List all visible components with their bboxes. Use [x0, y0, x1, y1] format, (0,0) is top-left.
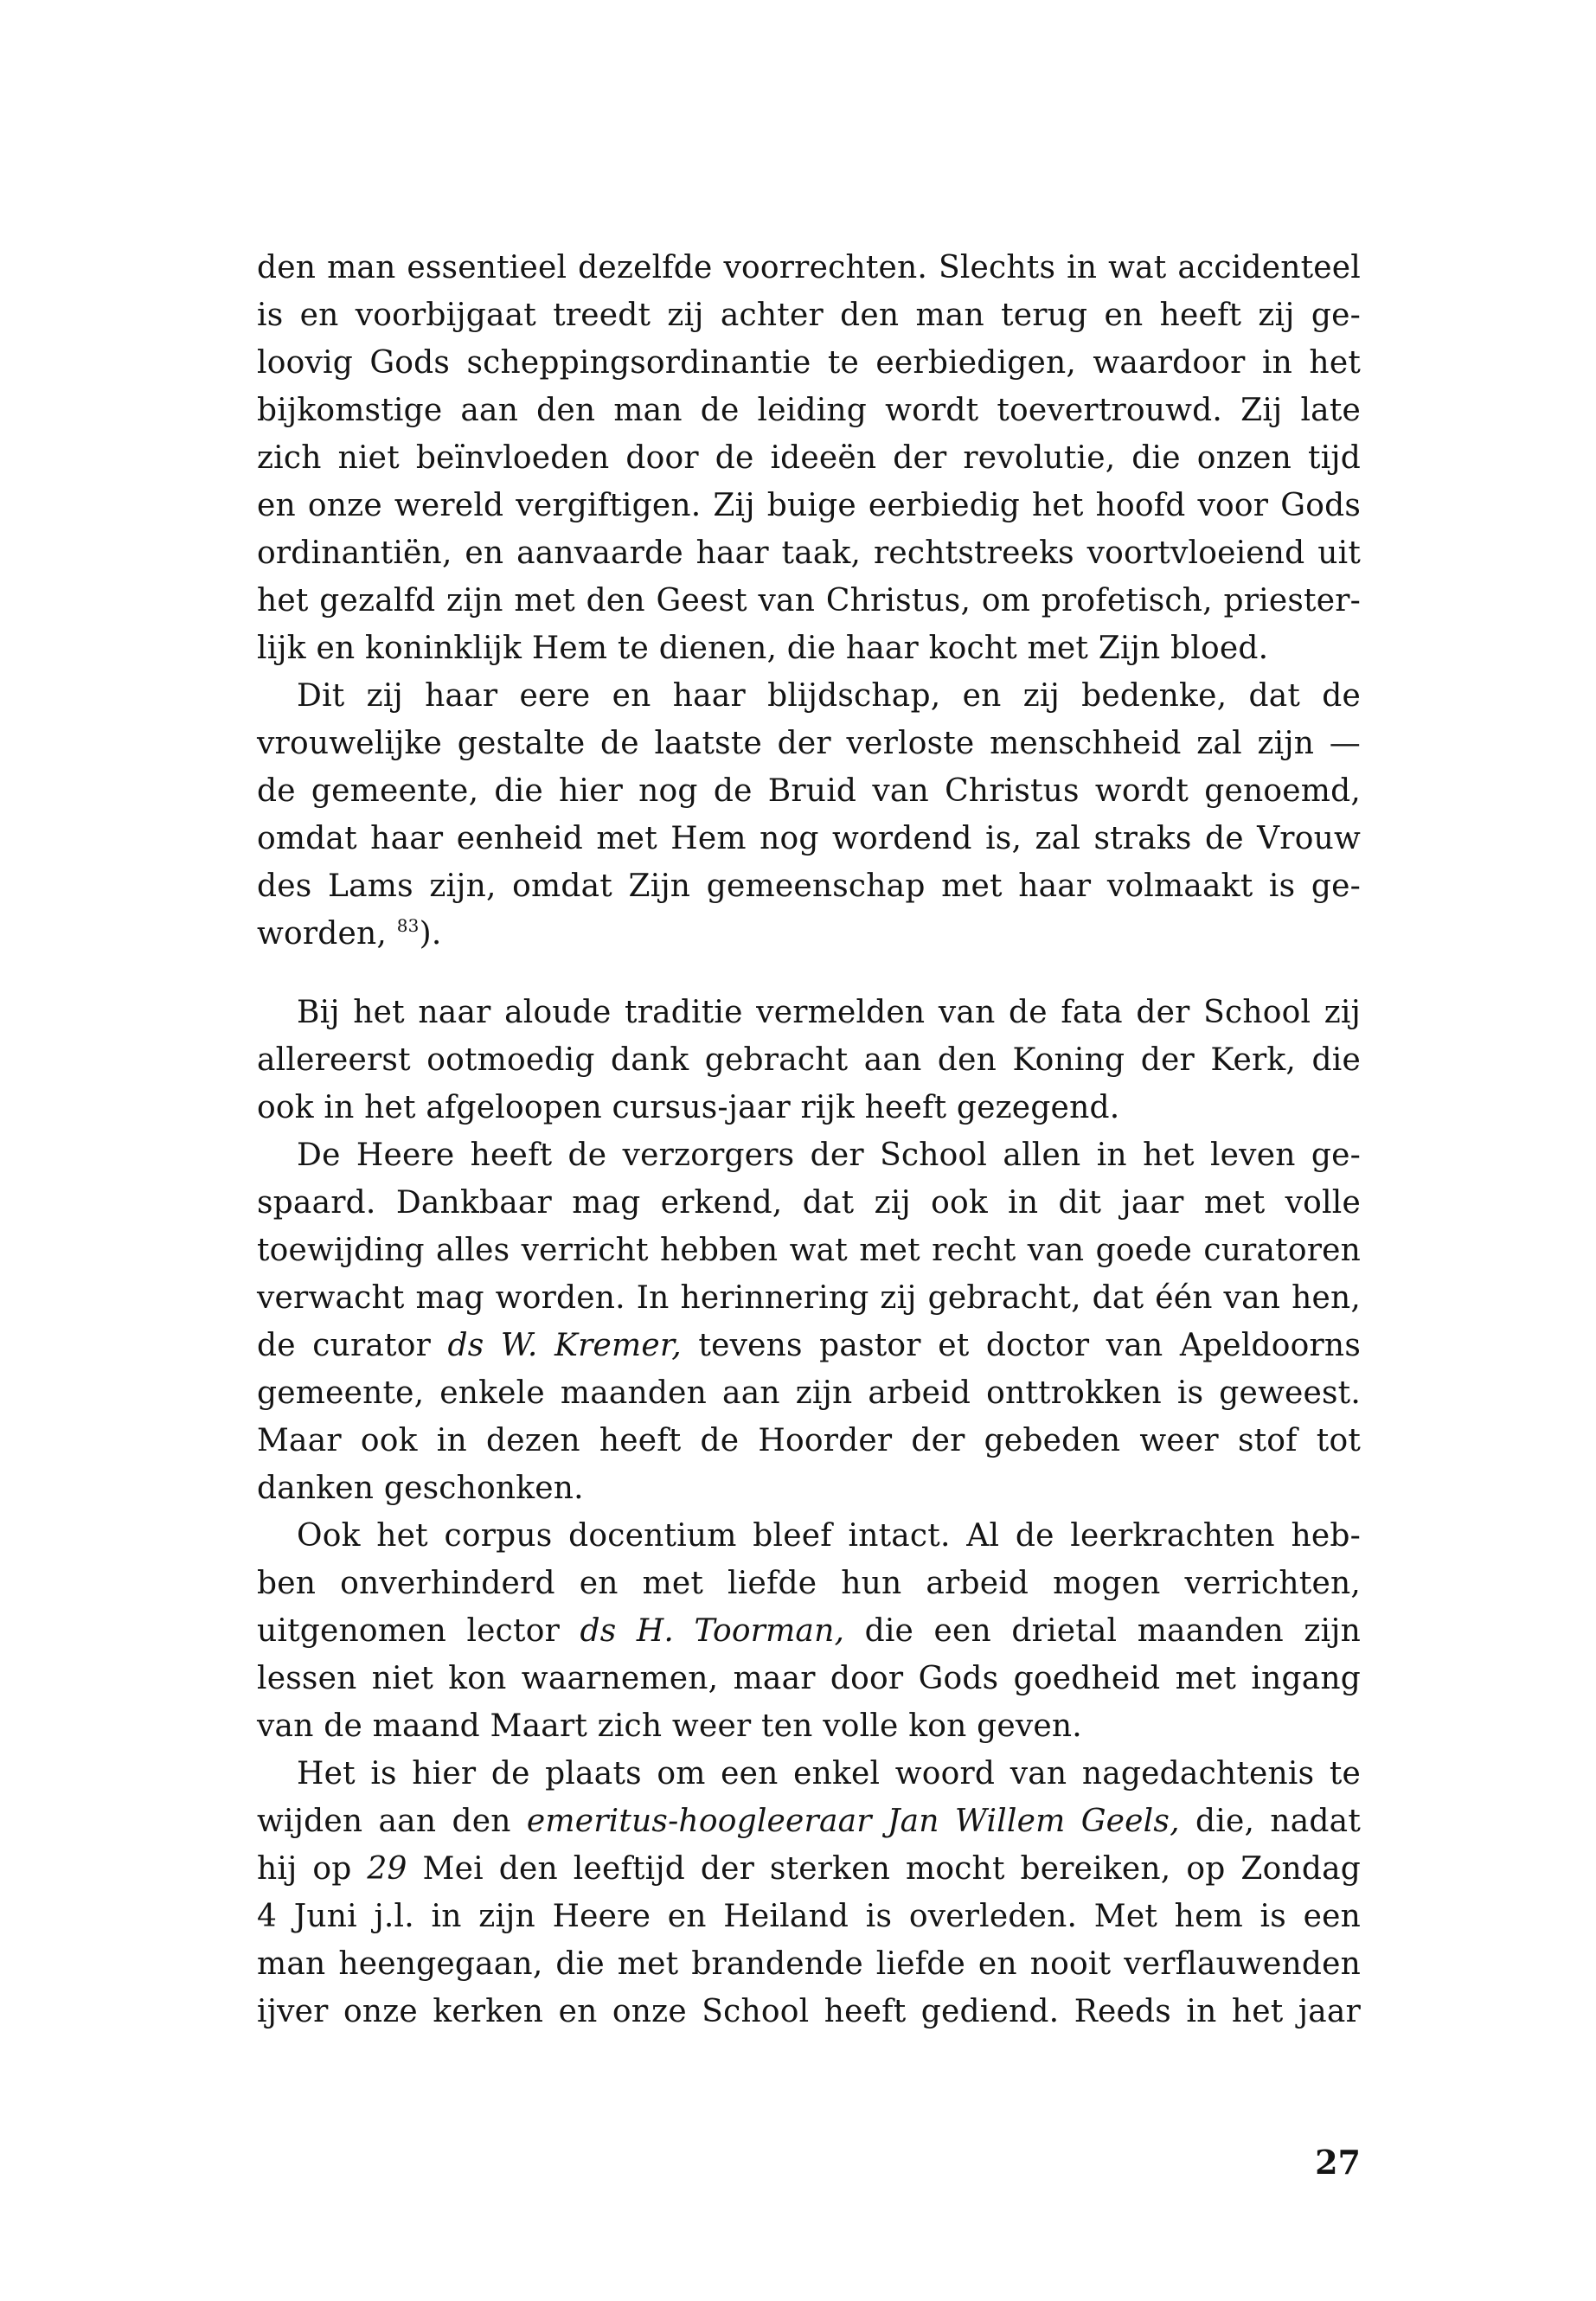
text-line: lijk en koninklijk Hem te dienen, die haar kocht met Zijn bloed. — [257, 631, 1269, 666]
text-line: spaard. Dankbaar mag erkend, dat zij ook in dit jaar met volle — [257, 1185, 1361, 1221]
page-number: 27 — [1315, 2143, 1361, 2182]
text-line — [257, 1798, 1361, 1846]
line-text: wijden aan den — [257, 1804, 527, 1839]
text-line: loovig Gods scheppingsordinantie te eerbiedigen, waardoor in het — [257, 345, 1361, 381]
text-line: Maar ook in dezen heeft de Hoorder der gebeden weer stof tot — [257, 1423, 1361, 1458]
footnote-reference: 83 — [396, 915, 420, 936]
text-line: bijkomstige aan den man de leiding wordt toevertrouwd. Zij late — [257, 393, 1361, 428]
line-text: Mei den leeftijd der sterken mocht bereiken, op Zondag — [407, 1851, 1361, 1887]
text-line: ijver onze kerken en onze School heeft gediend. Reeds in het jaar — [257, 1994, 1361, 2029]
text-line: is en voorbijgaat treedt zij achter den man terug en heeft zij ge- — [257, 298, 1361, 333]
text-line: Bij het naar aloude traditie vermelden van de fata der School zij — [297, 995, 1361, 1030]
person-name: emeritus-hoogleeraar Jan Willem Geels, — [526, 1804, 1180, 1839]
text-line: omdat haar eenheid met Hem nog wordend is, zal straks de Vrouw — [257, 821, 1361, 856]
text-line — [257, 1607, 1361, 1656]
person-name: ds H. Toorman, — [580, 1613, 845, 1649]
line-text: tevens pastor et doctor van Apeldoorns — [681, 1328, 1361, 1363]
text-line: danken geschonken. — [257, 1471, 584, 1506]
text-line: het gezalfd zijn met den Geest van Christus, om profetisch, priester- — [257, 583, 1361, 619]
text-line: ook in het afgeloopen cursus-jaar rijk heeft gezegend. — [257, 1090, 1120, 1125]
line-text: die een drietal maanden zijn — [844, 1613, 1361, 1649]
text-line: gemeente, enkele maanden aan zijn arbeid onttrokken is geweest. — [257, 1375, 1361, 1411]
text-line: lessen niet kon waarnemen, maar door Gods goedheid met ingang — [257, 1661, 1361, 1696]
text-line: des Lams zijn, omdat Zijn gemeenschap met haar volmaakt is ge- — [257, 868, 1361, 904]
text-line: toewijding alles verricht hebben wat met recht van goede curatoren — [257, 1233, 1361, 1268]
person-name: ds W. Kremer, — [447, 1328, 682, 1363]
text-line: verwacht mag worden. In herinnering zij gebracht, dat één van hen, — [257, 1280, 1361, 1316]
text-line: van de maand Maart zich weer ten volle kon geven. — [257, 1708, 1082, 1744]
line-text: worden, — [257, 916, 397, 952]
text-line — [257, 910, 1361, 958]
text-line: allereerst ootmoedig dank gebracht aan den Koning der Kerk, die — [257, 1042, 1361, 1078]
text-line: zich niet beïnvloeden door de ideeën der revolutie, die onzen tijd — [257, 440, 1361, 476]
text-line: De Heere heeft de verzorgers der School allen in het leven ge- — [297, 1138, 1361, 1173]
text-line: Dit zij haar eere en haar blijdschap, en zij bedenke, dat de — [297, 678, 1361, 714]
line-text: die, nadat — [1179, 1804, 1361, 1839]
line-text: uitgenomen lector — [257, 1613, 580, 1649]
line-text: ). — [419, 916, 442, 952]
text-line — [257, 1322, 1361, 1370]
text-line: ordinantiën, en aanvaarde haar taak, rechtstreeks voortvloeiend uit — [257, 535, 1361, 571]
line-text: de curator — [257, 1328, 448, 1363]
text-line — [257, 1845, 1361, 1894]
text-line: man heengegaan, die met brandende liefde en nooit verflauwenden — [257, 1946, 1361, 1982]
text-line: Het is hier de plaats om een enkel woord van nagedachtenis te — [297, 1756, 1361, 1791]
text-line: Ook het corpus docentium bleef intact. Al de leerkrachten heb- — [297, 1518, 1361, 1554]
text-line: ben onverhinderd en met liefde hun arbeid mogen verrichten, — [257, 1566, 1361, 1601]
text-line: de gemeente, die hier nog de Bruid van Christus wordt genoemd, — [257, 773, 1361, 809]
text-line: en onze wereld vergiftigen. Zij buige eerbiedig het hoofd voor Gods — [257, 488, 1361, 523]
text-line: vrouwelijke gestalte de laatste der verloste menschheid zal zijn — — [257, 726, 1361, 761]
text-line: den man essentieel dezelfde voorrechten. Slechts in wat accidenteel — [257, 250, 1361, 285]
date-day: 29 — [367, 1851, 407, 1887]
line-text: hij op — [257, 1851, 368, 1887]
text-line: 4 Juni j.l. in zijn Heere en Heiland is overleden. Met hem is een — [257, 1899, 1361, 1934]
